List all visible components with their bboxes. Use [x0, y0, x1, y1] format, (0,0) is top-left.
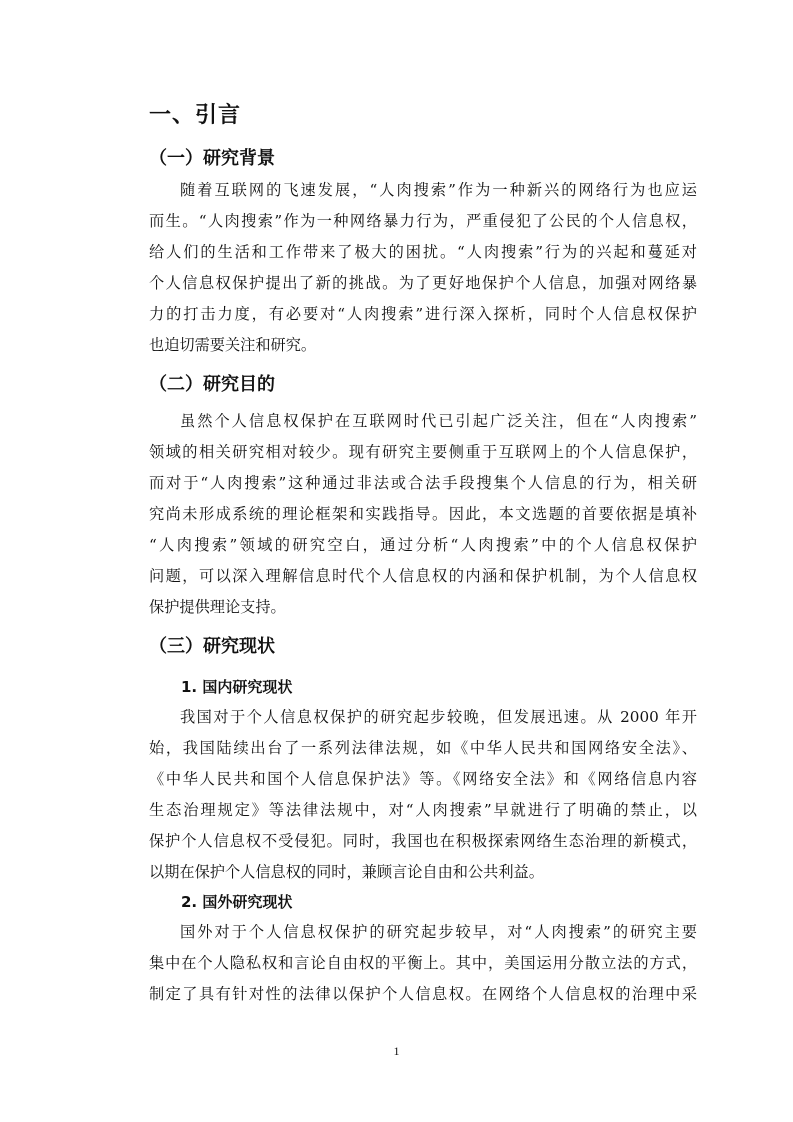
subsection-title-domestic: 1. 国内研究现状	[181, 678, 293, 696]
text-line: 个人信息权保护提出了新的挑战。为了更好地保护个人信息，加强对网络暴	[149, 274, 697, 292]
text-line: 保护提供理论支持。	[149, 598, 286, 616]
text-line: 以期在保护个人信息权的同时，兼顾言论自由和公共利益。	[149, 863, 544, 881]
text-line: 我国对于个人信息权保护的研究起步较晚，但发展迅速。从 2000 年开	[180, 708, 697, 726]
chapter-heading: 一、引言	[149, 103, 242, 128]
text-line: 也迫切需要关注和研究。	[149, 336, 317, 354]
text-line: 而生。“人肉搜索”作为一种网络暴力行为，严重侵犯了公民的个人信息权，	[149, 212, 697, 230]
paragraph-background	[149, 175, 697, 361]
paragraph-domestic	[149, 702, 697, 888]
text-line: 给人们的生活和工作带来了极大的困扰。“人肉搜索”行为的兴起和蔓延对	[149, 243, 697, 261]
text-line: 领域的相关研究相对较少。现有研究主要侧重于互联网上的个人信息保护，	[149, 443, 697, 461]
text-line: 虽然个人信息权保护在互联网时代已引起广泛关注，但在“人肉搜索”	[180, 412, 697, 430]
text-line: 《中华人民共和国个人信息保护法》等。《网络安全法》和《网络信息内容	[149, 770, 697, 788]
text-line: 国外对于个人信息权保护的研究起步较早，对“人肉搜索”的研究主要	[180, 923, 697, 941]
subsection-title-foreign: 2. 国外研究现状	[181, 893, 293, 911]
text-line: 随着互联网的飞速发展，“人肉搜索”作为一种新兴的网络行为也应运	[180, 181, 697, 199]
text-line: 而对于“人肉搜索”这种通过非法或合法手段搜集个人信息的行为，相关研	[149, 474, 697, 492]
text-line: “人肉搜索”领域的研究空白，通过分析“人肉搜索”中的个人信息权保护	[149, 536, 697, 554]
paragraph-foreign	[149, 917, 697, 1010]
text-line: 始，我国陆续出台了一系列法律法规，如《中华人民共和国网络安全法》、	[149, 739, 697, 757]
paragraph-purpose	[149, 406, 697, 623]
text-line: 保护个人信息权不受侵犯。同时，我国也在积极探索网络生态治理的新模式，	[149, 832, 697, 850]
section-title-status: （三）研究现状	[149, 636, 275, 657]
text-line: 力的打击力度，有必要对“人肉搜索”进行深入探析，同时个人信息权保护	[149, 305, 697, 323]
section-title-purpose: （二）研究目的	[149, 374, 275, 395]
text-line: 究尚未形成系统的理论框架和实践指导。因此，本文选题的首要依据是填补	[149, 505, 697, 523]
text-line: 问题，可以深入理解信息时代个人信息权的内涵和保护机制，为个人信息权	[149, 567, 697, 585]
text-line: 制定了具有针对性的法律以保护个人信息权。在网络个人信息权的治理中采	[149, 985, 697, 1003]
section-title-background: （一）研究背景	[149, 148, 275, 169]
page-number: 1	[393, 1044, 400, 1058]
text-line: 集中在个人隐私权和言论自由权的平衡上。其中，美国运用分散立法的方式，	[149, 954, 697, 972]
text-line: 生态治理规定》等法律法规中，对“人肉搜索”早就进行了明确的禁止，以	[149, 801, 697, 819]
